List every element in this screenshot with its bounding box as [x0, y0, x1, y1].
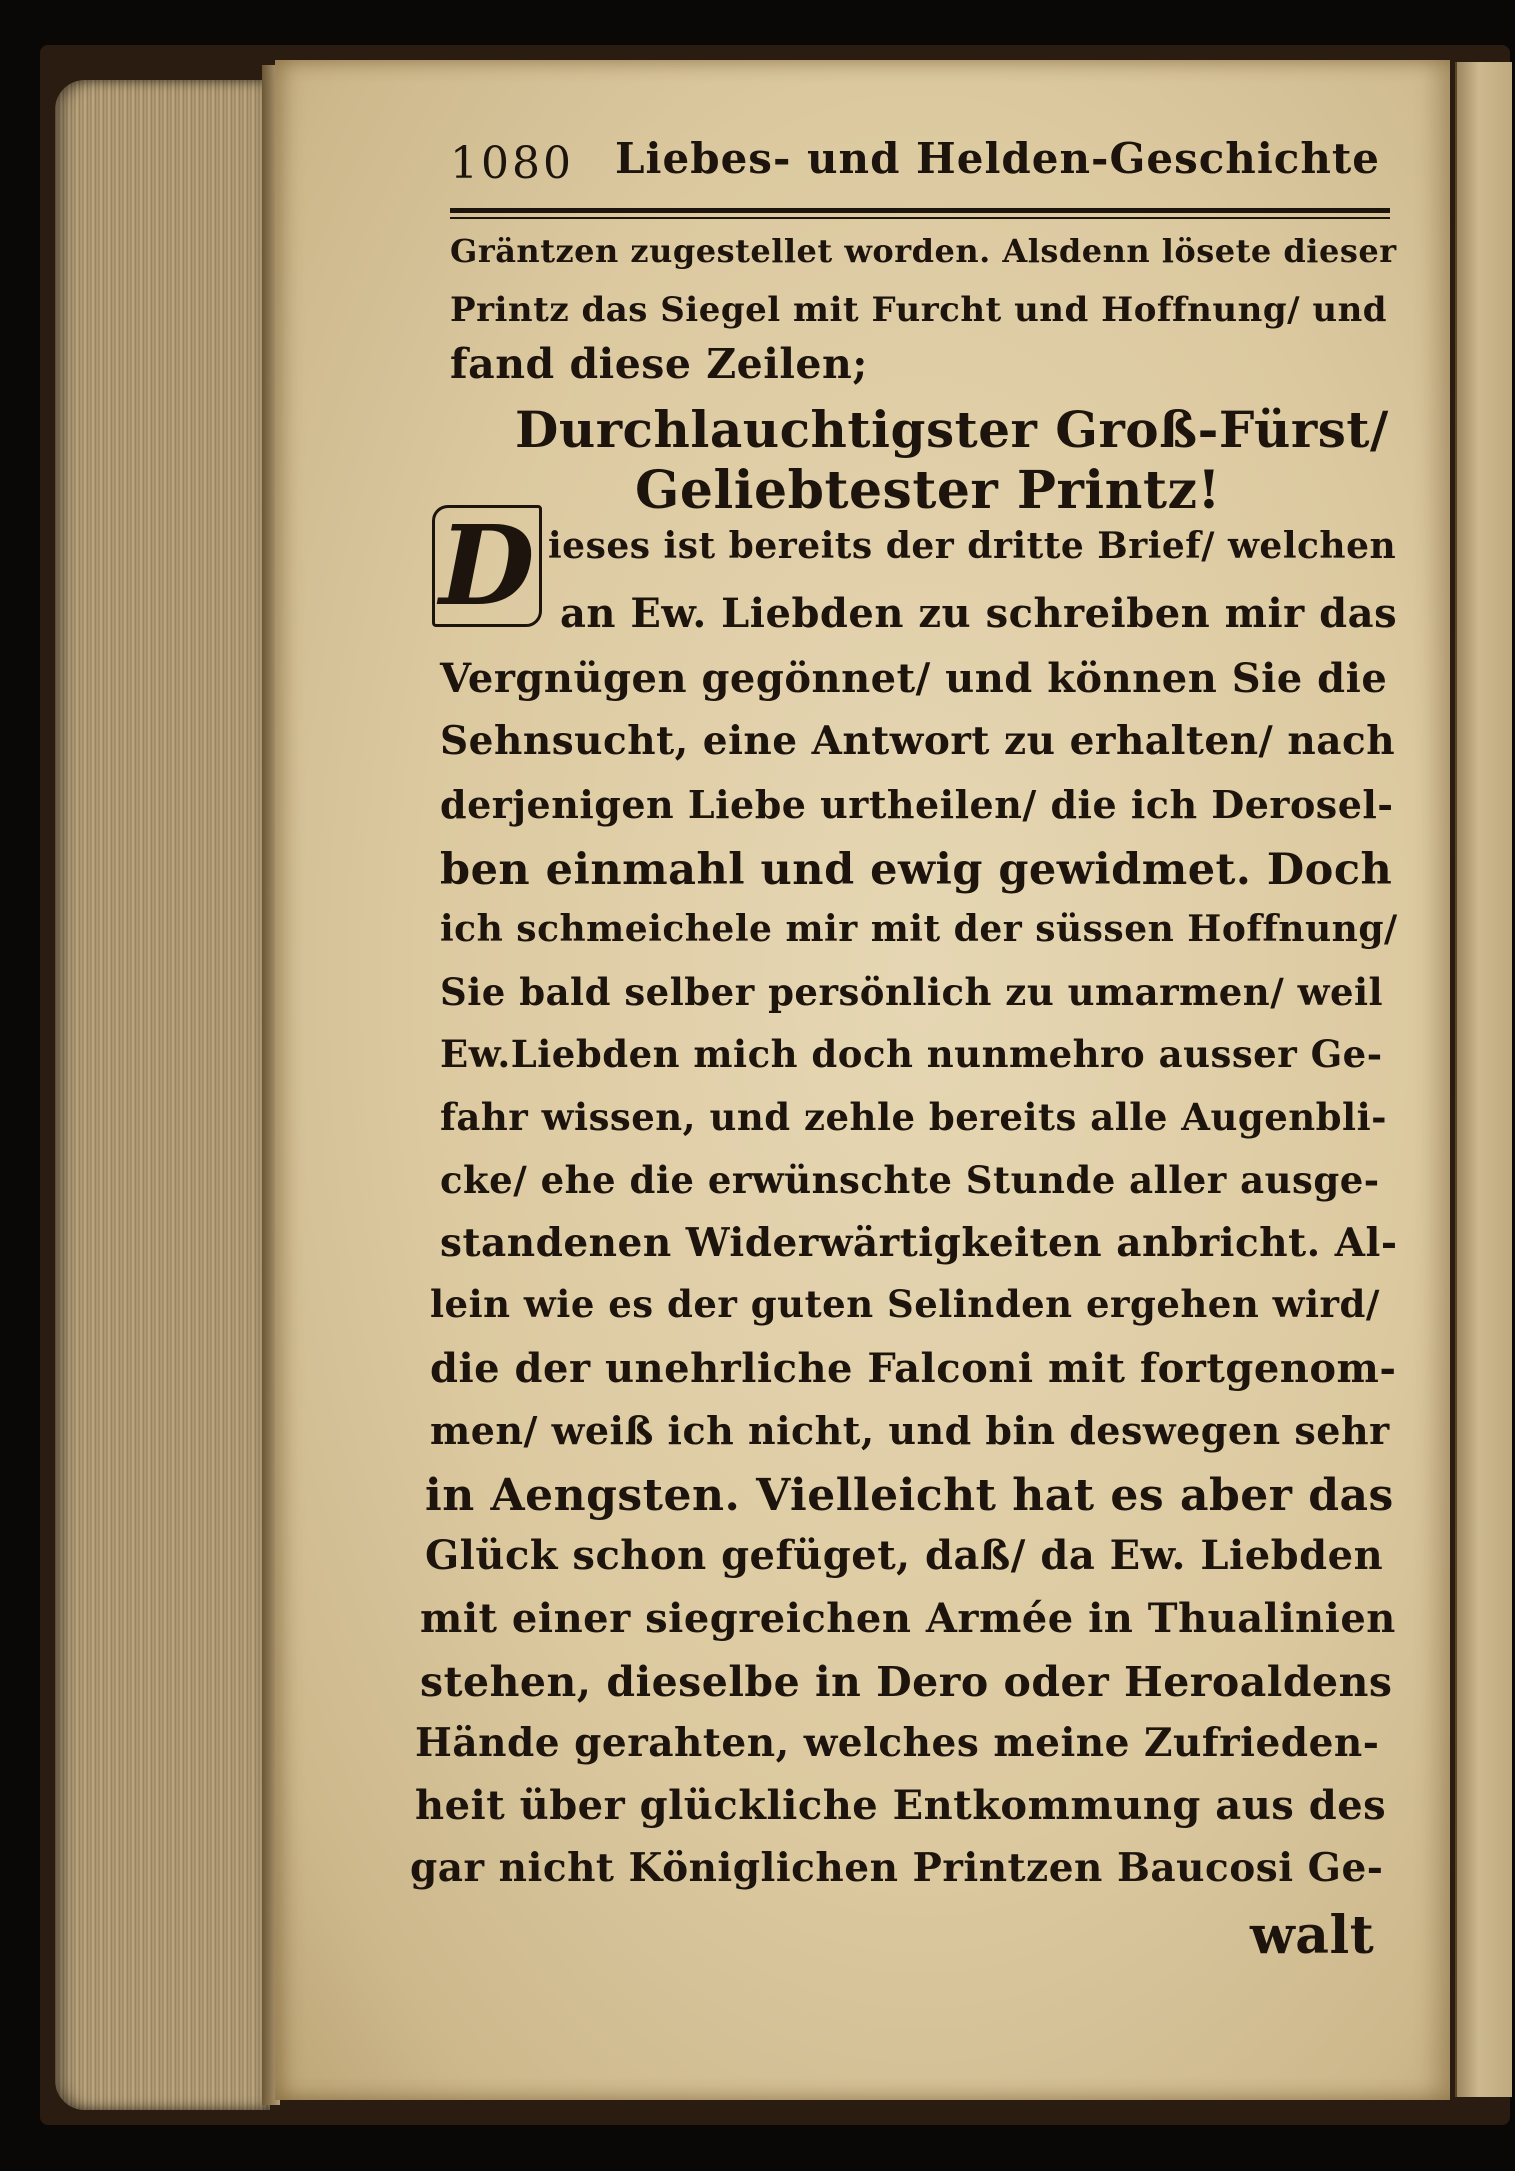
decorated-initial — [432, 501, 542, 630]
text-line: stehen, dieselbe in Dero oder Heroaldens — [420, 1658, 1393, 1706]
text-line: ben einmahl und ewig gewidmet. Doch — [440, 845, 1393, 895]
text-line: Sehnsucht, eine Antwort zu erhalten/ nach — [440, 718, 1396, 764]
running-title: Liebes- und Helden-Geschichte — [615, 134, 1381, 183]
text-line: fahr wissen, und zehle bereits alle Augenbli- — [440, 1095, 1387, 1139]
text-line: Sie bald selber persönlich zu umarmen/ weil — [440, 970, 1384, 1014]
page-number: 1080 — [450, 138, 574, 189]
text-line: in Aengsten. Vielleicht hat es aber das — [425, 1470, 1394, 1521]
text-line: Glück schon gefüget, daß/ da Ew. Liebden — [425, 1532, 1384, 1579]
text-line: die der unehrliche Falconi mit fortgenom- — [430, 1345, 1397, 1392]
salutation-line: Durchlauchtigster Groß-Fürst/ — [515, 400, 1389, 459]
text-line: standenen Widerwärtigkeiten anbricht. Al- — [440, 1220, 1398, 1266]
text-line: Gräntzen zugestellet worden. Alsdenn lösete dieser — [450, 232, 1397, 270]
text-line: gar nicht Königlichen Printzen Baucosi Ge- — [410, 1845, 1384, 1891]
text-line: mit einer siegreichen Armée in Thualinien — [420, 1595, 1396, 1642]
text-line: Hände gerahten, welches meine Zufrieden- — [415, 1720, 1380, 1766]
initial-letter: D — [439, 501, 535, 630]
text-line: Printz das Siegel mit Furcht und Hoffnung/ und — [450, 290, 1388, 330]
text-line: fand diese Zeilen; — [450, 340, 868, 388]
text-line: heit über glückliche Entkommung aus des — [415, 1782, 1387, 1829]
text-line: lein wie es der guten Selinden ergehen wird/ — [430, 1282, 1380, 1326]
text-line: men/ weiß ich nicht, und bin deswegen sehr — [430, 1408, 1390, 1453]
text-line: derjenigen Liebe urtheilen/ die ich Derosel- — [440, 782, 1394, 827]
text-line: cke/ ehe die erwünschte Stunde aller ausge- — [440, 1158, 1380, 1202]
text-line: ieses ist bereits der dritte Brief/ welchen — [548, 525, 1397, 567]
salutation-line: Geliebtester Printz! — [635, 460, 1221, 521]
text-line: ich schmeichele mir mit der süssen Hoffnung/ — [440, 908, 1398, 950]
text-line: Ew.Liebden mich doch nunmehro ausser Ge- — [440, 1032, 1383, 1076]
page-block-edge — [55, 80, 270, 2110]
catchword: walt — [1250, 1905, 1375, 1966]
facing-page-edge — [1455, 62, 1512, 2097]
header-rule — [450, 208, 1390, 213]
text-line: Vergnügen gegönnet/ und können Sie die — [440, 655, 1388, 702]
page-header — [450, 134, 1390, 208]
text-line: an Ew. Liebden zu schreiben mir das — [560, 590, 1398, 637]
